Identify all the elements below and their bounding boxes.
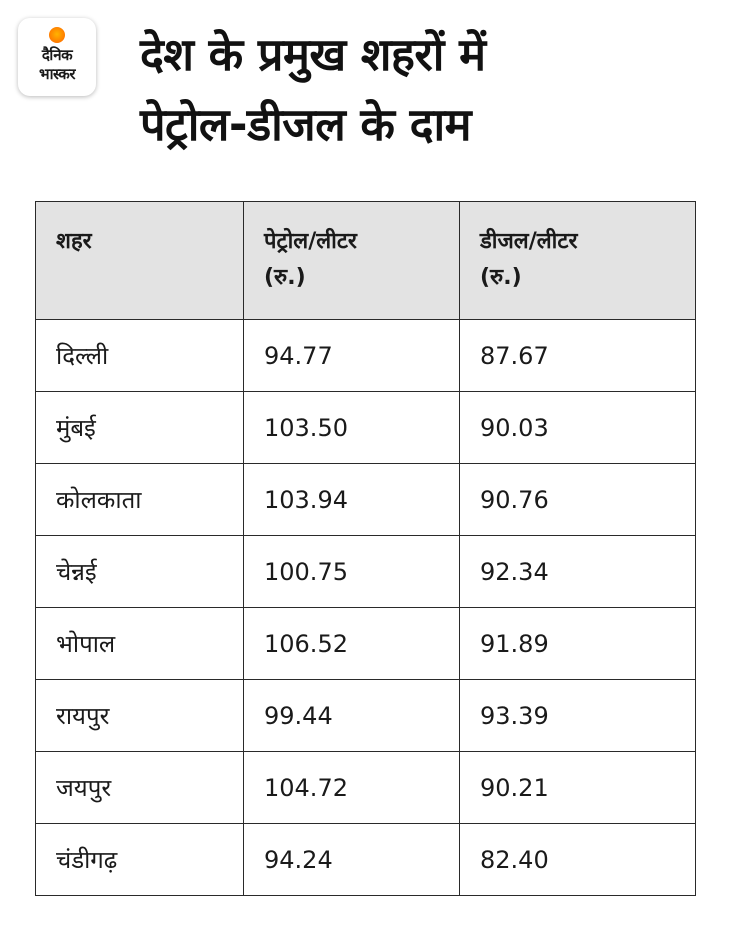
diesel-price-cell: 92.34 <box>460 536 696 608</box>
table-row <box>36 536 696 608</box>
petrol-price-cell: 103.94 <box>244 464 460 536</box>
petrol-price-cell: 94.24 <box>244 824 460 896</box>
table-header-row <box>36 202 696 320</box>
column-header-city <box>36 202 244 320</box>
column-header-line1: शहर <box>56 229 92 254</box>
diesel-price-cell: 93.39 <box>460 680 696 752</box>
table-row <box>36 824 696 896</box>
fuel-price-table <box>35 201 696 896</box>
page-title <box>140 20 710 160</box>
sun-icon <box>49 27 65 43</box>
table-row <box>36 680 696 752</box>
column-header-unit: (रु.) <box>264 265 306 290</box>
table-row <box>36 752 696 824</box>
petrol-price-cell: 94.77 <box>244 320 460 392</box>
column-header-line1: डीजल/लीटर <box>480 229 578 254</box>
petrol-price-cell: 103.50 <box>244 392 460 464</box>
city-cell: दिल्ली <box>36 320 244 392</box>
column-header-petrol <box>244 202 460 320</box>
table-row <box>36 464 696 536</box>
page-title-line1: देश के प्रमुख शहरों में <box>140 28 486 81</box>
petrol-price-cell: 106.52 <box>244 608 460 680</box>
petrol-price-cell: 99.44 <box>244 680 460 752</box>
city-cell: जयपुर <box>36 752 244 824</box>
logo-text-line1: दैनिक <box>41 46 73 64</box>
city-cell: रायपुर <box>36 680 244 752</box>
table-row <box>36 608 696 680</box>
diesel-price-cell: 90.76 <box>460 464 696 536</box>
city-cell: चेन्नई <box>36 536 244 608</box>
table-row <box>36 320 696 392</box>
column-header-line1: पेट्रोल/लीटर <box>264 229 357 254</box>
column-header-diesel <box>460 202 696 320</box>
city-cell: मुंबई <box>36 392 244 464</box>
city-cell: चंडीगढ़ <box>36 824 244 896</box>
petrol-price-cell: 100.75 <box>244 536 460 608</box>
table-row <box>36 392 696 464</box>
diesel-price-cell: 91.89 <box>460 608 696 680</box>
petrol-price-cell: 104.72 <box>244 752 460 824</box>
logo-text-line2: भास्कर <box>39 65 75 83</box>
diesel-price-cell: 82.40 <box>460 824 696 896</box>
diesel-price-cell: 90.03 <box>460 392 696 464</box>
city-cell: कोलकाता <box>36 464 244 536</box>
diesel-price-cell: 87.67 <box>460 320 696 392</box>
dainik-bhaskar-logo <box>18 18 96 96</box>
column-header-unit: (रु.) <box>480 265 522 290</box>
diesel-price-cell: 90.21 <box>460 752 696 824</box>
city-cell: भोपाल <box>36 608 244 680</box>
page-title-line2: पेट्रोल-डीजल के दाम <box>140 98 472 151</box>
